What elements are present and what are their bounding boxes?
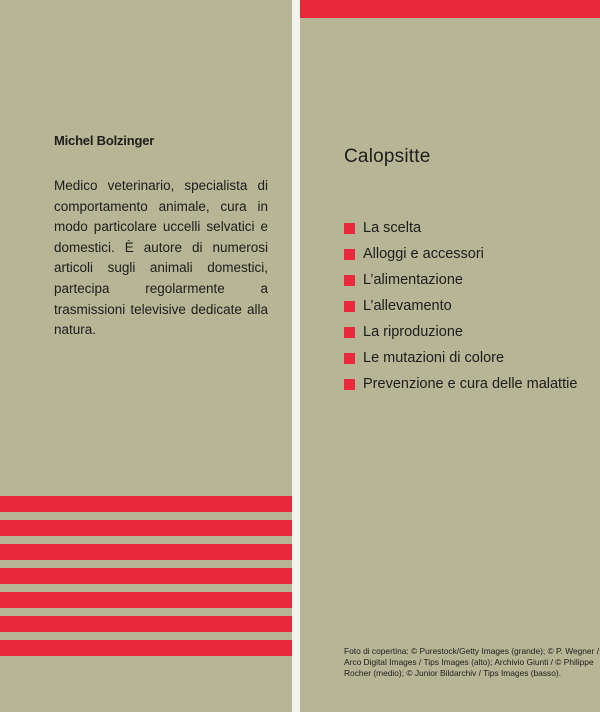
- square-bullet-icon: [344, 327, 355, 338]
- square-bullet-icon: [344, 249, 355, 260]
- square-bullet-icon: [344, 379, 355, 390]
- toc-item-label: Alloggi e accessori: [363, 246, 484, 262]
- decorative-stripes: [0, 496, 292, 664]
- photo-credits: Foto di copertina: © Purestock/Getty Images (grande); © P. Wegner / Arco Digital Images / Tips Images (alto); Archivio Giunti / © Philippe Rocher (medio); © Junior Bildarchiv / Tips Images (basso).: [344, 646, 600, 678]
- author-name: Michel Bolzinger: [54, 133, 155, 148]
- toc-item: [344, 297, 584, 316]
- toc-item: [344, 271, 584, 290]
- right-panel: [300, 0, 600, 712]
- red-stripe: [0, 544, 292, 560]
- toc-item: [344, 245, 584, 264]
- left-panel: [0, 0, 292, 712]
- red-stripe: [0, 520, 292, 536]
- toc-item-label: La riproduzione: [363, 324, 463, 340]
- table-of-contents: [344, 219, 584, 401]
- top-red-bar: [300, 0, 600, 18]
- square-bullet-icon: [344, 301, 355, 312]
- toc-item-label: Prevenzione e cura delle malattie: [363, 376, 578, 392]
- toc-item: [344, 323, 584, 342]
- toc-item-label: La scelta: [363, 220, 422, 236]
- red-stripe: [0, 616, 292, 632]
- toc-item: [344, 349, 584, 368]
- toc-item-label: L’allevamento: [363, 298, 452, 314]
- square-bullet-icon: [344, 353, 355, 364]
- book-title: Calopsitte: [344, 146, 431, 167]
- red-stripe: [0, 496, 292, 512]
- square-bullet-icon: [344, 275, 355, 286]
- author-bio: Medico veterinario, specialista di comportamento animale, cura in modo particolare uccelli selvatici e domestici. È autore di numerosi articoli sugli animali domestici, partecipa regolarmente a trasmissioni televisive dedicate alla natura.: [54, 178, 268, 338]
- red-stripe: [0, 640, 292, 656]
- red-stripe: [0, 592, 292, 608]
- square-bullet-icon: [344, 223, 355, 234]
- red-stripe: [0, 568, 292, 584]
- toc-item: [344, 219, 584, 238]
- toc-item-label: L’alimentazione: [363, 272, 463, 288]
- toc-item-label: Le mutazioni di colore: [363, 350, 505, 366]
- toc-item: [344, 375, 584, 394]
